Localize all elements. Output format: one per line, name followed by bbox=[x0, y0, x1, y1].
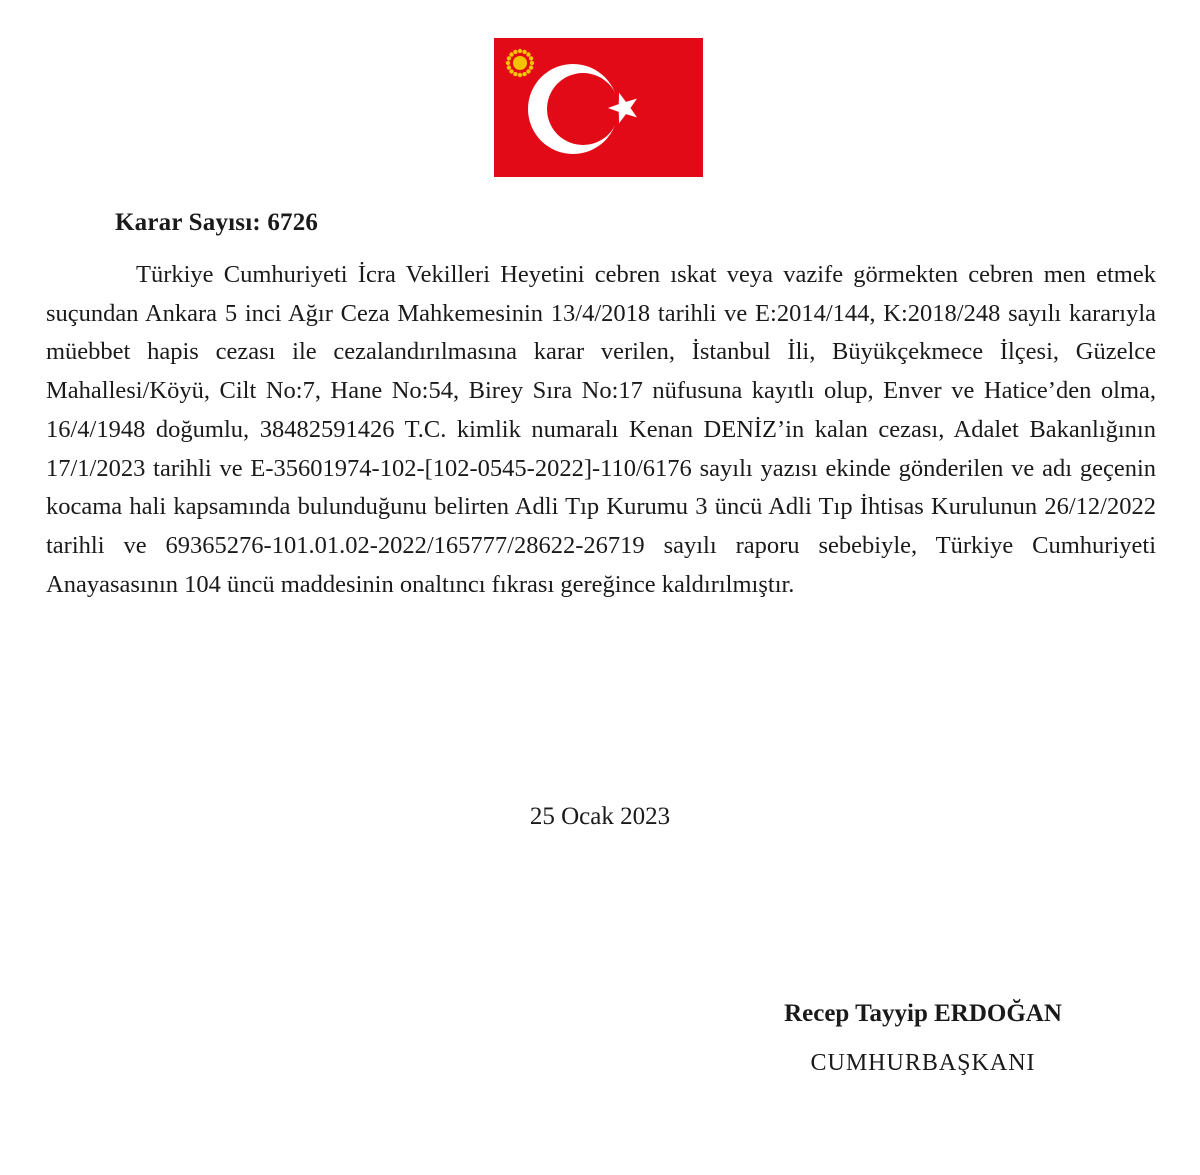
sun-ray-mark bbox=[509, 52, 513, 56]
sun-ray-mark bbox=[529, 56, 533, 60]
flag-graphic bbox=[494, 38, 703, 177]
decision-text: Türkiye Cumhuriyeti İcra Vekilleri Heyetini cebren ıskat veya vazife görmekten cebren men etmek suçundan Ankara 5 inci Ağır Ceza Mahkemesinin 13/4/2018 tarihli ve E:2014/144, K:2018/248 sayılı kararıyla müebbet hapis cezası ile cezalandırılmasına karar verilen, İstanbul İli, Büyükçekmece İlçesi, Güzelce Mahallesi/Köyü, Cilt No:7, Hane No:54, Birey Sıra No:17 nüfusuna kayıtlı olup, Enver ve Hatice’den olma, 16/4/1948 doğumlu, 38482591426 T.C. kimlik numaralı Kenan DENİZ’in kalan cezası, Adalet Bakanlığının 17/1/2023 tarihli ve E-35601974-102-[102-0545-2022]-110/6176 sayılı yazısı ekinde gönderilen ve adı geçenin kocama hali kapsamında bulunduğunu belirten Adli Tıp Kurumu 3 üncü Adli Tıp İhtisas Kurulunun 26/12/2022 tarihli ve 69365276-101.01.02-2022/165777/28622-26719 sayılı raporu sebebiyle, Türkiye Cumhuriyeti Anayasasının 104 üncü maddesinin onaltıncı fıkrası gereğince kaldırılmıştır. bbox=[46, 261, 1156, 598]
sun-ray-mark bbox=[526, 52, 530, 56]
sun-ray-mark bbox=[522, 72, 526, 76]
sun-ray-mark bbox=[506, 61, 510, 65]
sun-ray-mark bbox=[509, 69, 513, 73]
sun-ray-mark bbox=[518, 49, 522, 53]
sun-ray-mark bbox=[507, 56, 511, 60]
signer-title: CUMHURBAŞKANI bbox=[810, 1050, 1036, 1076]
decision-date: 25 Ocak 2023 bbox=[529, 803, 671, 830]
sun-ray-mark bbox=[518, 73, 522, 77]
sun-ray-mark bbox=[513, 72, 517, 76]
sun-emblem-icon bbox=[506, 49, 534, 77]
sun-ray-mark bbox=[507, 65, 511, 69]
sun-ray-mark bbox=[522, 50, 526, 54]
signer-name: Recep Tayyip ERDOĞAN bbox=[784, 1000, 1062, 1027]
sun-ray-mark bbox=[513, 50, 517, 54]
sun-ray-mark bbox=[526, 69, 530, 73]
presidential-flag-icon bbox=[494, 38, 703, 177]
decision-number: Karar Sayısı: 6726 bbox=[115, 209, 319, 236]
sun-ray-mark bbox=[530, 61, 534, 65]
sun-ray-mark bbox=[529, 65, 533, 69]
